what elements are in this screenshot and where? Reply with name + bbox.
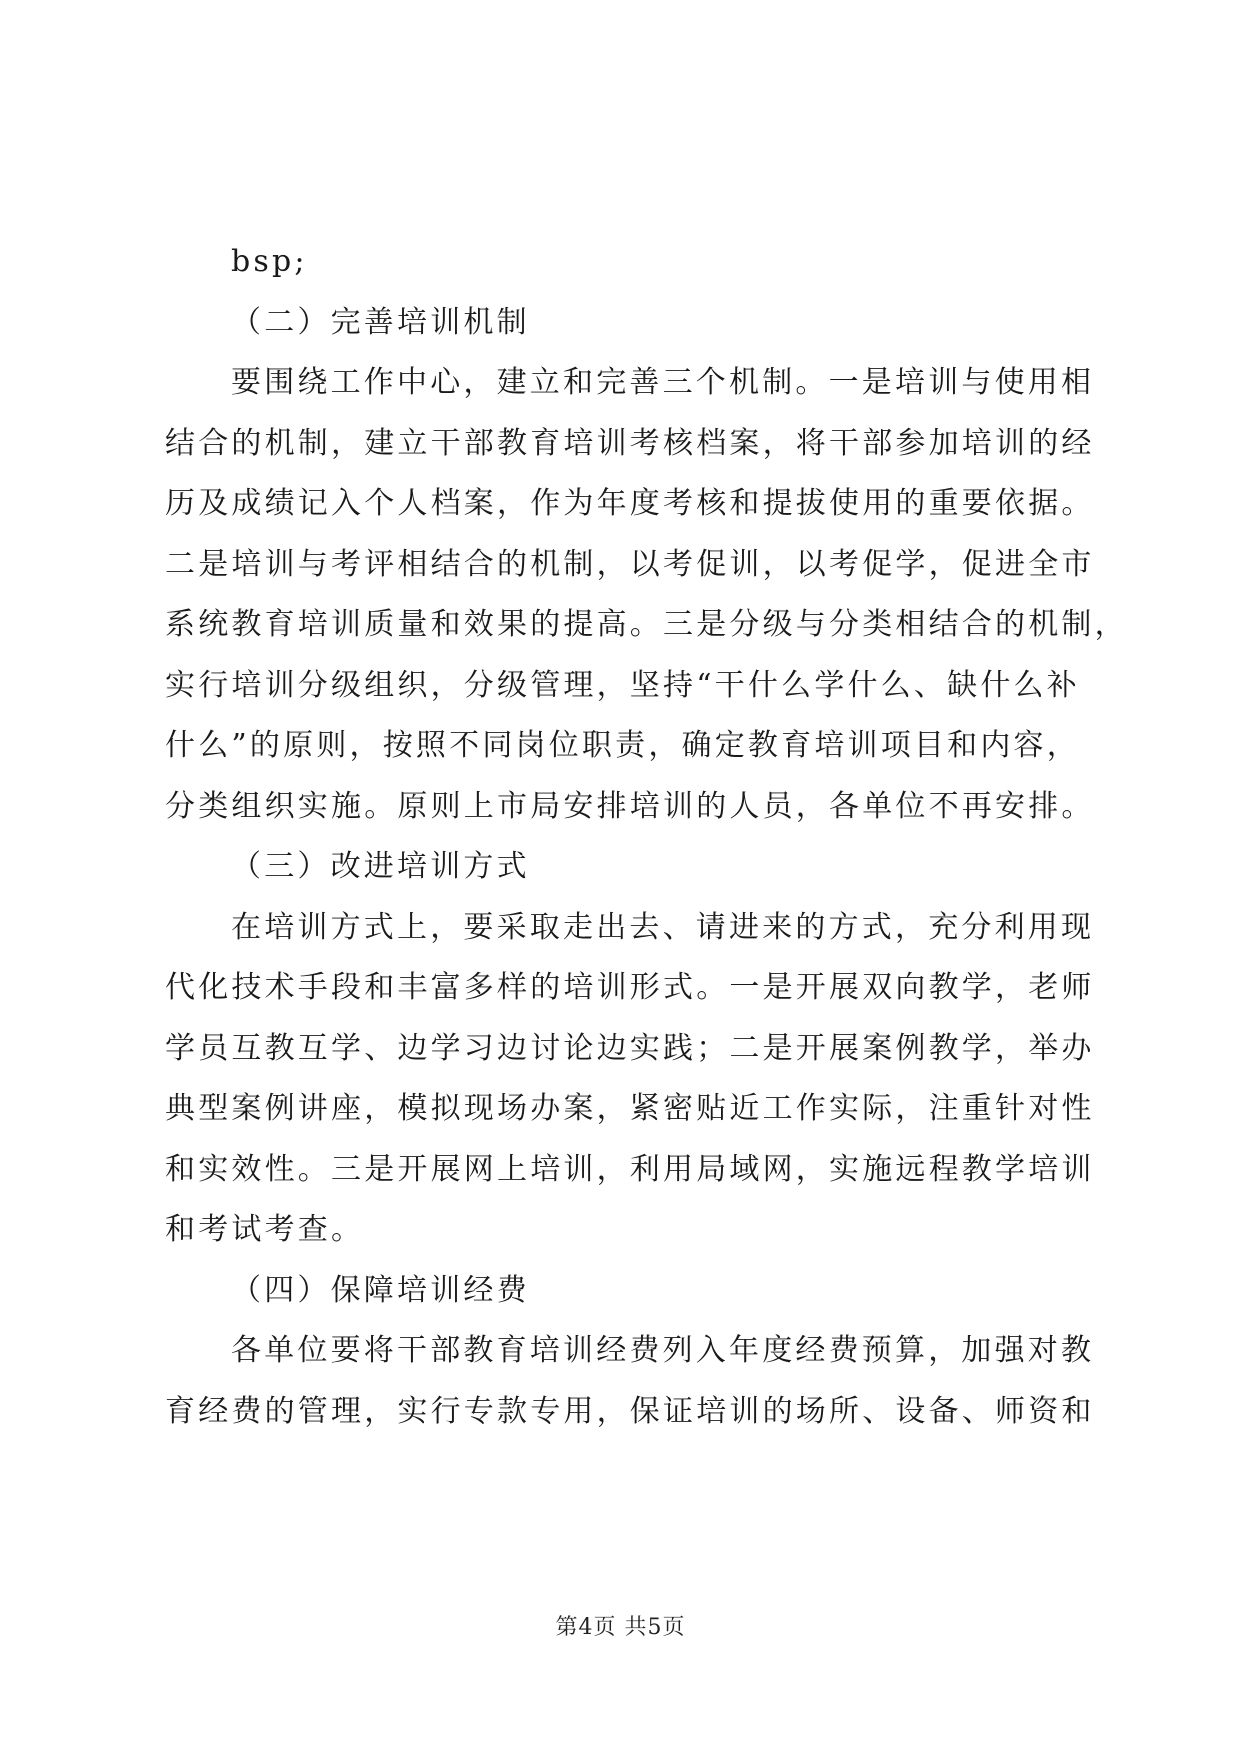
paragraph-line: 二是培训与考评相结合的机制，以考促训，以考促学，促进全市 (165, 546, 1095, 582)
paragraph-line: 学员互教互学、边学习边讨论边实践；二是开展案例教学，举办 (165, 1030, 1095, 1066)
section-heading: （四）保障培训经费 (231, 1272, 530, 1308)
paragraph-line: 实行培训分级组织，分级管理，坚持“干什么学什么、缺什么补 (165, 667, 1080, 703)
paragraph-line: bsp; (231, 244, 308, 279)
paragraph-line: 结合的机制，建立干部教育培训考核档案，将干部参加培训的经 (165, 425, 1095, 461)
paragraph-line: 和实效性。三是开展网上培训，利用局域网，实施远程教学培训 (165, 1151, 1095, 1187)
paragraph-line: 系统教育培训质量和效果的提高。三是分级与分类相结合的机制， (165, 607, 1128, 642)
paragraph-line: 典型案例讲座，模拟现场办案，紧密贴近工作实际，注重针对性 (165, 1091, 1095, 1126)
paragraph-line: 各单位要将干部教育培训经费列入年度经费预算，加强对教 (231, 1333, 1095, 1368)
document-body (165, 232, 1128, 1442)
paragraph-line: 历及成绩记入个人档案，作为年度考核和提拔使用的重要依据。 (165, 486, 1095, 521)
paragraph-line: 要围绕工作中心，建立和完善三个机制。一是培训与使用相 (231, 365, 1095, 400)
paragraph-line: 和考试考查。 (165, 1212, 365, 1247)
section-heading: （二）完善培训机制 (231, 304, 530, 340)
page-number-footer: 第4页 共5页 (555, 1615, 686, 1640)
paragraph-line: 什么”的原则，按照不同岗位职责，确定教育培训项目和内容， (165, 728, 1080, 763)
paragraph-line: 代化技术手段和丰富多样的培训形式。一是开展双向教学，老师 (165, 970, 1095, 1005)
paragraph-line: 育经费的管理，实行专款专用，保证培训的场所、设备、师资和 (165, 1393, 1095, 1429)
section-heading: （三）改进培训方式 (231, 849, 530, 884)
paragraph-line: 分类组织实施。原则上市局安排培训的人员，各单位不再安排。 (165, 788, 1095, 824)
paragraph-line: 在培训方式上，要采取走出去、请进来的方式，充分利用现 (231, 909, 1095, 945)
